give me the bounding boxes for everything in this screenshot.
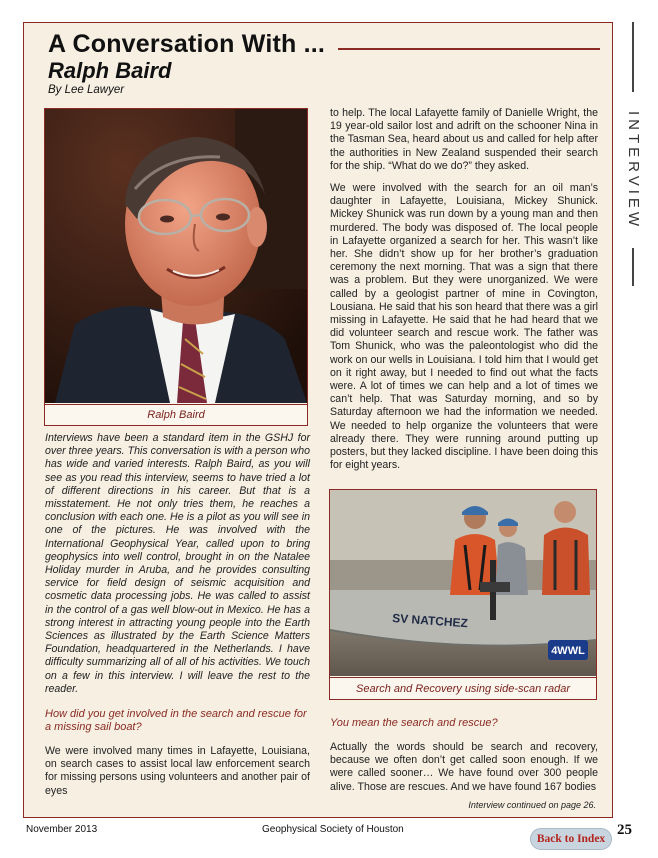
section-tab-line-bottom <box>632 248 634 286</box>
page-number: 25 <box>617 822 632 838</box>
right-para-2: We were involved with the search for an oil man’s daughter in Lafayette, Louisiana, Mickey Shunick. Mickey Shunick was run down by a young man and then murdered. The body was disposed of. The local people in Lafayette organized a search for her. This wasn’t like her. She didn’t show up for her brother’s graduation ceremony the next morning. That was a sign that there was a problem. But they were unorganized. We were called by a geologist partner of mine in Covington, Lousiana. He said that his son heard that there was a girl missing in Lafayette. He said that he had heard that we did volunteer search and rescue work. The father was Tom Shunick, who was the paleontologist who did the work on our wells in Louisiana. I told him that I would get on it right away, but I needed to find out what the facts were. A lot of times we can help and a lot of times we can’t help. That was Saturday morning, and so by Saturday afternoon we had the information we needed. We needed to help organize the volunteers that were already there. They were running around putting up posters, but they lacked discipline. I have been doing this for eight years. <box>330 182 598 472</box>
back-to-index-button[interactable]: Back to Index <box>530 828 612 850</box>
byline: By Lee Lawyer <box>48 84 125 96</box>
station-logo-text: 4WWL <box>551 645 585 657</box>
section-tab-line-top <box>632 22 634 92</box>
footer-date: November 2013 <box>26 824 98 835</box>
question-1: How did you get involved in the search and rescue for a missing sail boat? <box>45 708 307 734</box>
right-para-1: to help. The local Lafayette family of Danielle Wright, the 19 year-old sailor lost and adrift on the schooner Nina in the Tasman Sea, heard about us and called for help after the authorities in New Zealand suspended their search for the ship. “What do we do?” they asked. <box>330 107 598 172</box>
intro-paragraph: Interviews have been a standard item in the GSHJ for over three years. This conversation is with a person who has wide and varied interests. Ralph Baird, as you will see as you read this interview, seems to have tried a lot of different directions in his career. But that is a misstatement. He not only tries them, he reaches a conclusion with each one. He is a pilot as you will see in one of the pictures. He was involved with the International Geophysical Year, called upon to bring geophysics into well control, brought in on the Natalee Holiday murder in Aruba, and he provides consulting service for field design of seismic acquisition and cosmetic data processing jobs. He was called to assist in the control of a gas well blow-out in Mexico. He has a strong interest in attracting young people into the Earth Sciences as illustrated by the Earth Science Matters Foundation, headquartered in the Netherlands. I have difficulty summarizing all of all of his activities. We touch on a few in this interview. I will leave the rest to the reader. <box>45 432 310 695</box>
section-tab-label: INTERVIEW <box>625 111 642 231</box>
portrait-caption: Ralph Baird <box>45 404 307 426</box>
right-column-lower <box>330 717 598 794</box>
article-title: A Conversation With ... <box>48 30 326 58</box>
question-2: You mean the search and rescue? <box>330 717 498 729</box>
search-photo <box>329 489 597 700</box>
answer-2: Actually the words should be search and recovery, because we often don’t get called soon enough. If we were called sooner… We have found over 300 people alive. Those are rescues. And we have found 167 bodies <box>330 741 598 793</box>
footer-society: Geophysical Society of Houston <box>262 824 404 835</box>
left-column <box>45 432 310 798</box>
boat-name-text: SV NATCHEZ <box>391 611 469 631</box>
answer-1: We were involved many times in Lafayette, Louisiana, on search cases to assist local law enforcement search for missing persons using volunteers and another pair of eyes <box>45 745 310 797</box>
right-column <box>330 107 598 472</box>
title-rule <box>338 48 600 50</box>
portrait-photo <box>44 108 308 426</box>
search-photo-caption: Search and Recovery using side-scan radar <box>330 677 596 700</box>
search-image <box>330 490 596 676</box>
continued-note: Interview continued on page 26. <box>468 800 596 810</box>
article-subtitle: Ralph Baird <box>48 58 172 83</box>
portrait-image <box>45 109 307 403</box>
section-tab <box>620 22 646 262</box>
